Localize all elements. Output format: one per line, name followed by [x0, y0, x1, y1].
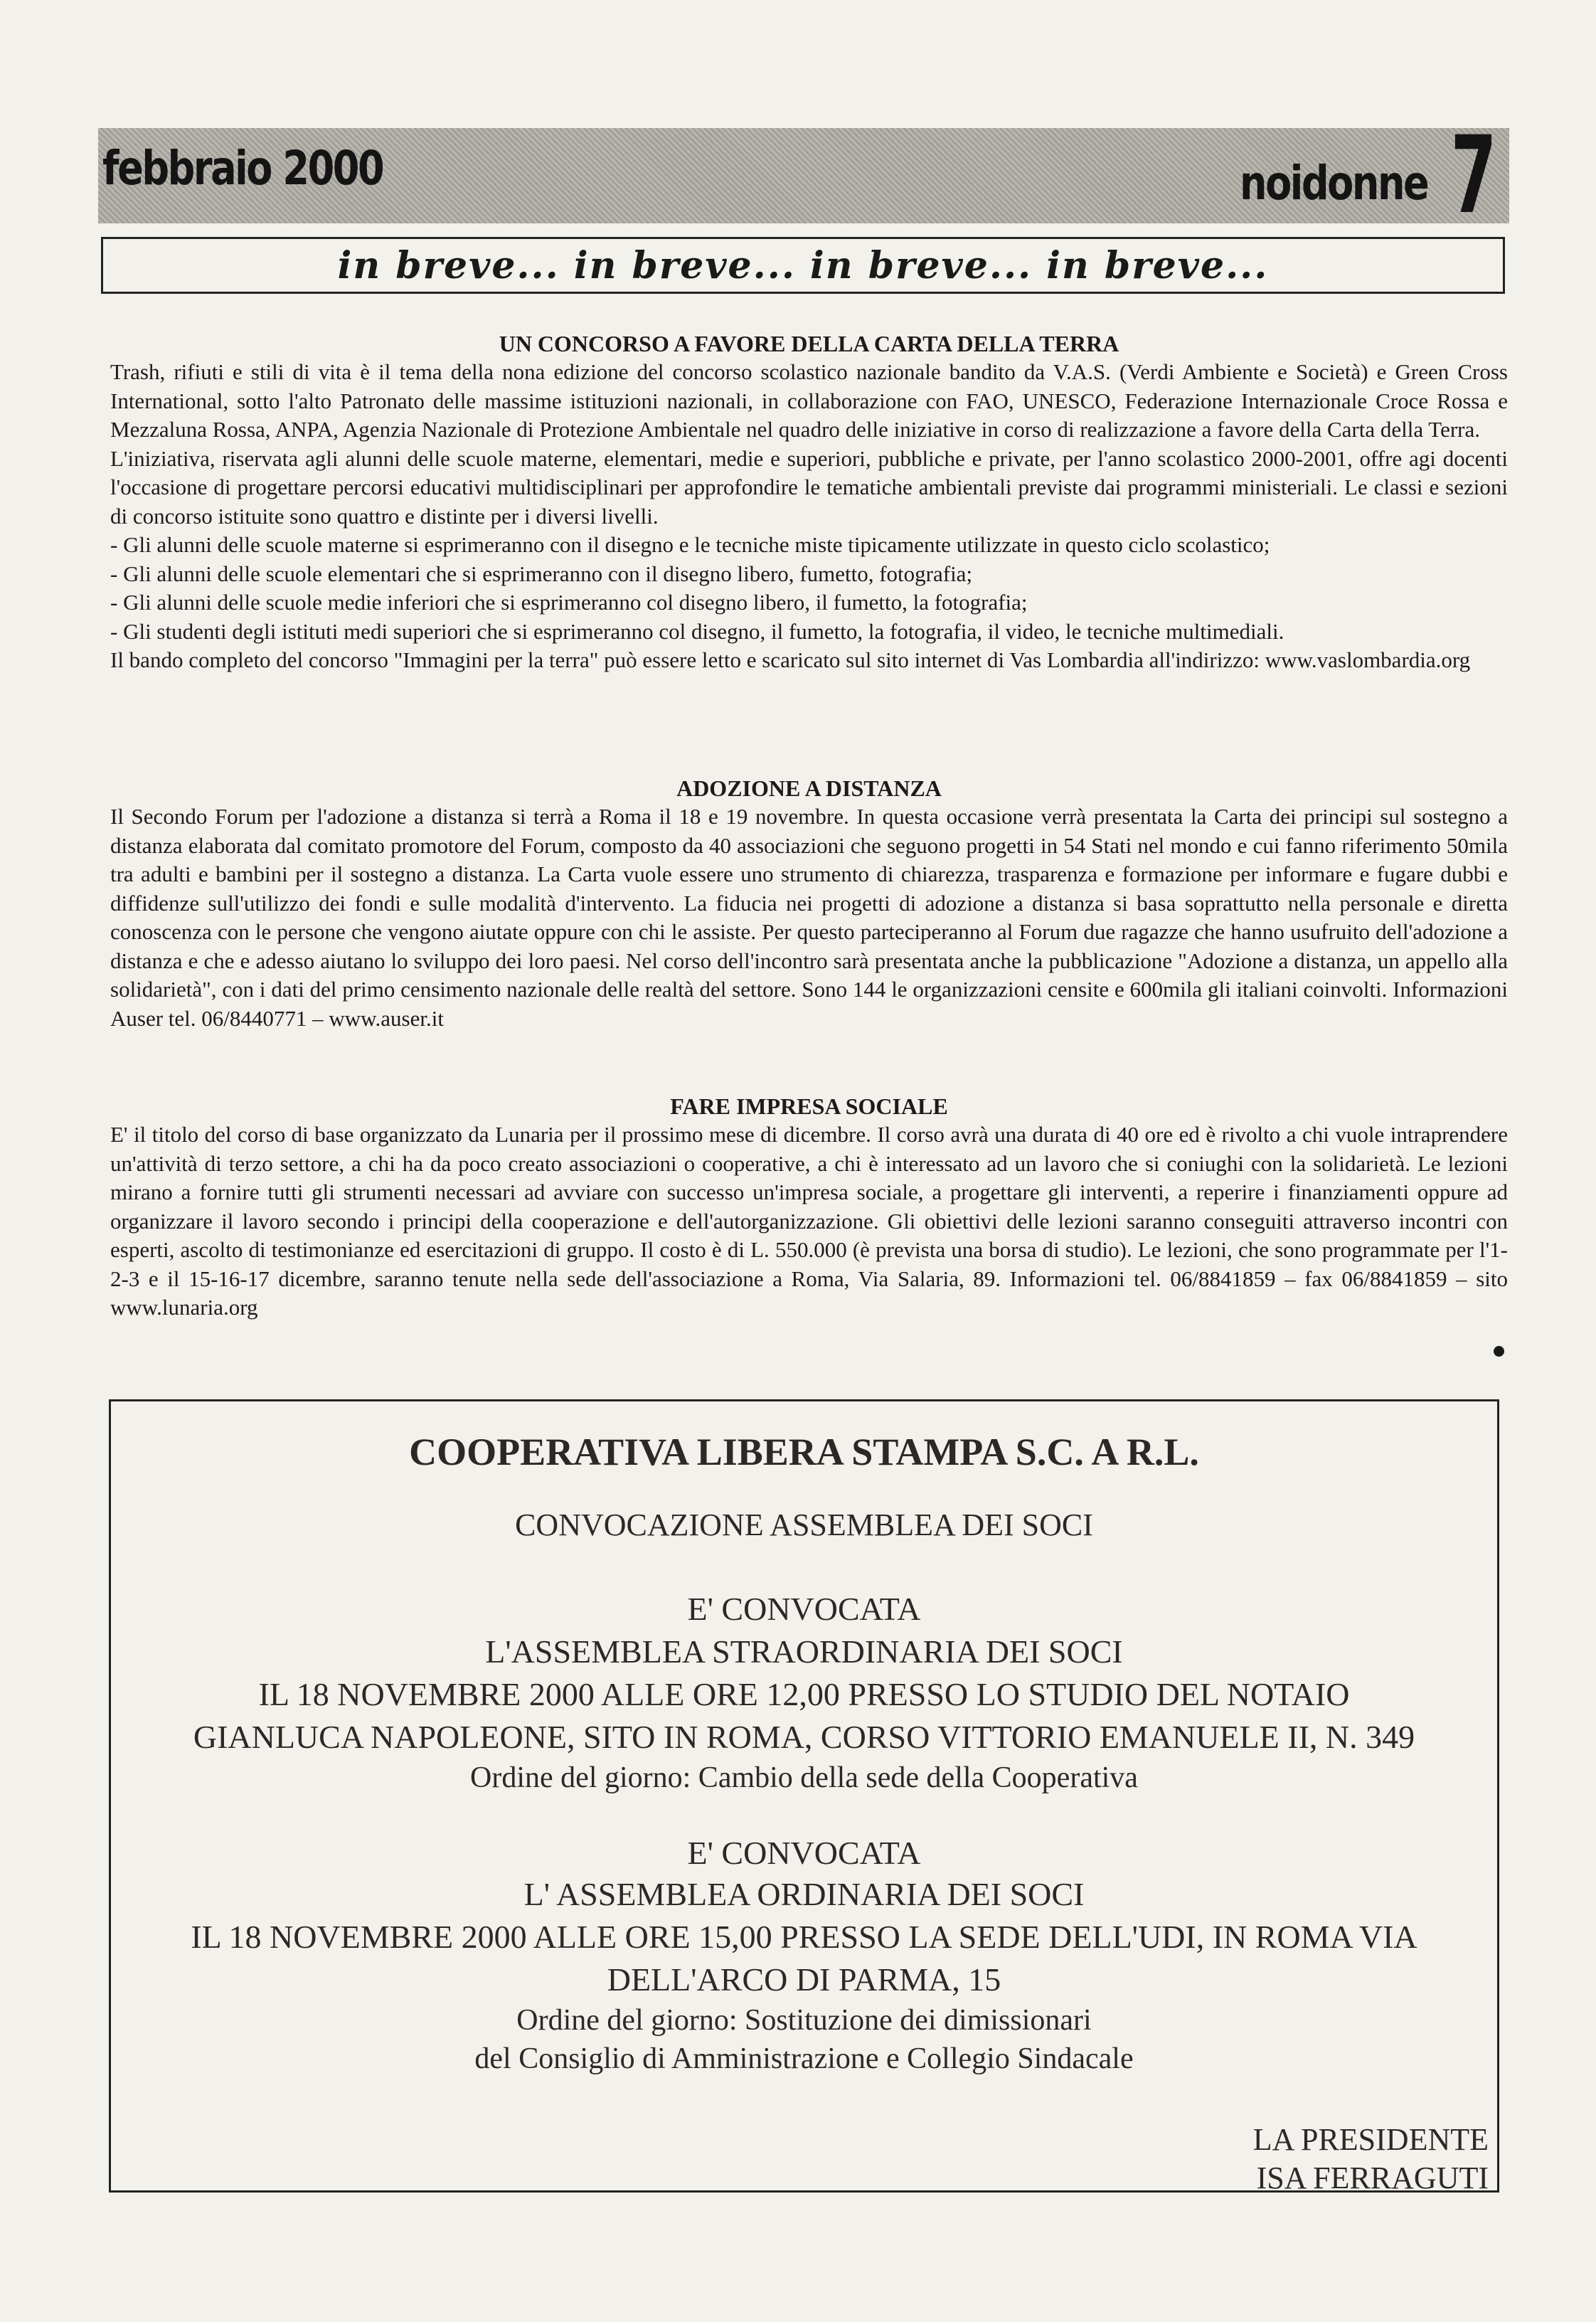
- article-body: [110, 358, 1508, 675]
- first-assembly-agenda: Ordine del giorno: Cambio della sede della Cooperativa: [470, 1761, 1138, 1794]
- section-banner: [101, 237, 1505, 294]
- second-assembly-agenda: Ordine del giorno: Sostituzione dei dimissionari: [516, 2004, 1092, 2037]
- article-list-item: - Gli studenti degli istituti medi superiori che si esprimeranno col disegno, il fumetto, la fotografia, il video, le tecniche multimediali.: [110, 618, 1284, 644]
- article-title: FARE IMPRESA SOCIALE: [670, 1093, 948, 1119]
- article-adozione-a-distanza: [110, 774, 1508, 1033]
- article-body: [110, 802, 1508, 1033]
- article-body: [110, 1120, 1508, 1322]
- masthead-right: [1198, 114, 1496, 238]
- issue-date: febbraio 2000: [102, 141, 383, 196]
- second-convocation-heading: E' CONVOCATA: [687, 1835, 921, 1871]
- first-convocation-heading: E' CONVOCATA: [687, 1591, 921, 1627]
- page-number: 7: [1450, 114, 1496, 238]
- first-assembly-details: IL 18 NOVEMBRE 2000 ALLE ORE 12,00 PRESSO LO STUDIO DEL NOTAIO: [258, 1676, 1350, 1712]
- assembly-notice: [109, 1399, 1499, 2193]
- article-carta-della-terra: [110, 329, 1508, 675]
- article-paragraph: L'iniziativa, riservata agli alunni delle scuole materne, elementari, medie e superiori, pubbliche e private, per l'anno scolastico 2000-2001, offre agi docenti l'occasione di progettare percorsi educativi multidisciplinari per approfondire le tematiche ambientali previste dai programmi ministeriali. Le classi e sezioni di concorso istituite sono quattro e distinte per i diversi livelli.: [110, 445, 1508, 529]
- second-assembly-type: L' ASSEMBLEA ORDINARIA DEI SOCI: [523, 1876, 1085, 1912]
- end-of-section-bullet: [1494, 1346, 1504, 1357]
- second-assembly-details: IL 18 NOVEMBRE 2000 ALLE ORE 15,00 PRESSO LA SEDE DELL'UDI, IN ROMA VIA: [191, 1919, 1417, 1955]
- notice-title: COOPERATIVA LIBERA STAMPA S.C. A R.L.: [409, 1431, 1199, 1473]
- article-paragraph: Il bando completo del concorso "Immagini per la terra" può essere letto e scaricato sul sito internet di Vas Lombardia all'indirizzo: www.vaslombardia.org: [110, 647, 1471, 672]
- notice-subtitle: CONVOCAZIONE ASSEMBLEA DEI SOCI: [515, 1507, 1093, 1542]
- article-paragraph: Il Secondo Forum per l'adozione a distanza si terrà a Roma il 18 e 19 novembre. In questa occasione verrà presentata la Carta dei principi sul sostegno a distanza elaborata dal comitato promotore del Forum, composto da 40 associazioni che seguono progetti in 54 Stati nel mondo e cui fanno riferimento 50mila tra adulti e bambini per il sostegno a distanza. La Carta vuole essere uno strumento di chiarezza, trasparenza e formazione per informare e fugare dubbi e diffidenze sull'utilizzo dei fondi e sulle modalità d'intervento. La fiducia nei progetti di adozione a distanza si basa soprattutto nella personale e diretta conoscenza con le persone che vengono aiutate oppure con chi le assiste. Per questo parteciperanno al Forum due ragazze che hanno usufruito dell'adozione a distanza e che e adesso aiutano lo sviluppo dei loro paesi. Nel corso dell'incontro sarà presentata anche la pubblicazione "Adozione a distanza, un appello alla solidarietà", con i dati del primo censimento nazionale delle realtà del settore. Sono 144 le organizzazioni censite e 600mila gli italiani coinvolti. Informazioni Auser tel. 06/8440771 – www.auser.it: [110, 804, 1508, 1031]
- article-impresa-sociale: [110, 1092, 1508, 1322]
- article-list-item: - Gli alunni delle scuole elementari che si esprimeranno con il disegno libero, fumetto, fotografia;: [110, 561, 973, 586]
- article-title: UN CONCORSO A FAVORE DELLA CARTA DELLA TERRA: [499, 331, 1119, 356]
- signature-name: ISA FERRAGUTI: [1256, 2161, 1489, 2195]
- signature-role: LA PRESIDENTE: [1252, 2122, 1489, 2157]
- article-title: ADOZIONE A DISTANZA: [676, 775, 942, 801]
- second-assembly-location: DELL'ARCO DI PARMA, 15: [607, 1961, 1001, 1998]
- article-list-item: - Gli alunni delle scuole medie inferiori che si esprimeranno col disegno libero, il fumetto, la fotografia;: [110, 590, 1028, 615]
- first-assembly-type: L'ASSEMBLEA STRAORDINARIA DEI SOCI: [485, 1633, 1123, 1670]
- article-list-item: - Gli alunni delle scuole materne si esprimeranno con il disegno e le tecniche miste tipicamente utilizzate in questo ciclo scolastico;: [110, 532, 1270, 557]
- first-assembly-location: GIANLUCA NAPOLEONE, SITO IN ROMA, CORSO VITTORIO EMANUELE II, N. 349: [193, 1719, 1415, 1755]
- publication-name: noidonne: [1240, 156, 1428, 211]
- masthead: [98, 114, 1509, 238]
- article-paragraph: Trash, rifiuti e stili di vita è il tema della nona edizione del concorso scolastico nazionale bandito da V.A.S. (Verdi Ambiente e Società) e Green Cross International, sotto l'alto Patronato delle massime istituzioni nazionali, in collaborazione con FAO, UNESCO, Federazione Internazionale Croce Rossa e Mezzaluna Rossa, ANPA, Agenzia Nazionale di Protezione Ambientale nel quadro delle iniziative in corso di realizzazione a favore della Carta della Terra.: [110, 359, 1508, 442]
- second-assembly-agenda-cont: del Consiglio di Amministrazione e Collegio Sindacale: [474, 2042, 1134, 2075]
- section-banner-text: in breve... in breve... in breve... in breve...: [337, 243, 1269, 287]
- article-paragraph: E' il titolo del corso di base organizzato da Lunaria per il prossimo mese di dicembre. Il corso avrà una durata di 40 ore ed è rivolto a chi vuole intraprendere un'attività di terzo settore, a chi ha da poco creato associazioni o cooperative, a chi è interessato ad un lavoro che si coniughi con la solidarietà. Le lezioni mirano a fornire tutti gli strumenti necessari ad avviare con successo un'impresa sociale, a progettare gli interventi, a reperire i finanziamenti oppure ad organizzare il lavoro secondo i principi della cooperazione e dell'autorganizzazione. Gli obiettivi delle lezioni saranno conseguiti attraverso incontri con esperti, ascolto di testimonianze ed esercitazioni di gruppo. Il costo è di L. 550.000 (è prevista una borsa di studio). Le lezioni, che sono programmate per l'1-2-3 e il 15-16-17 dicembre, saranno tenute nella sede dell'associazione a Roma, Via Salaria, 89. Informazioni tel. 06/8841859 – fax 06/8841859 – sito www.lunaria.org: [110, 1122, 1508, 1320]
